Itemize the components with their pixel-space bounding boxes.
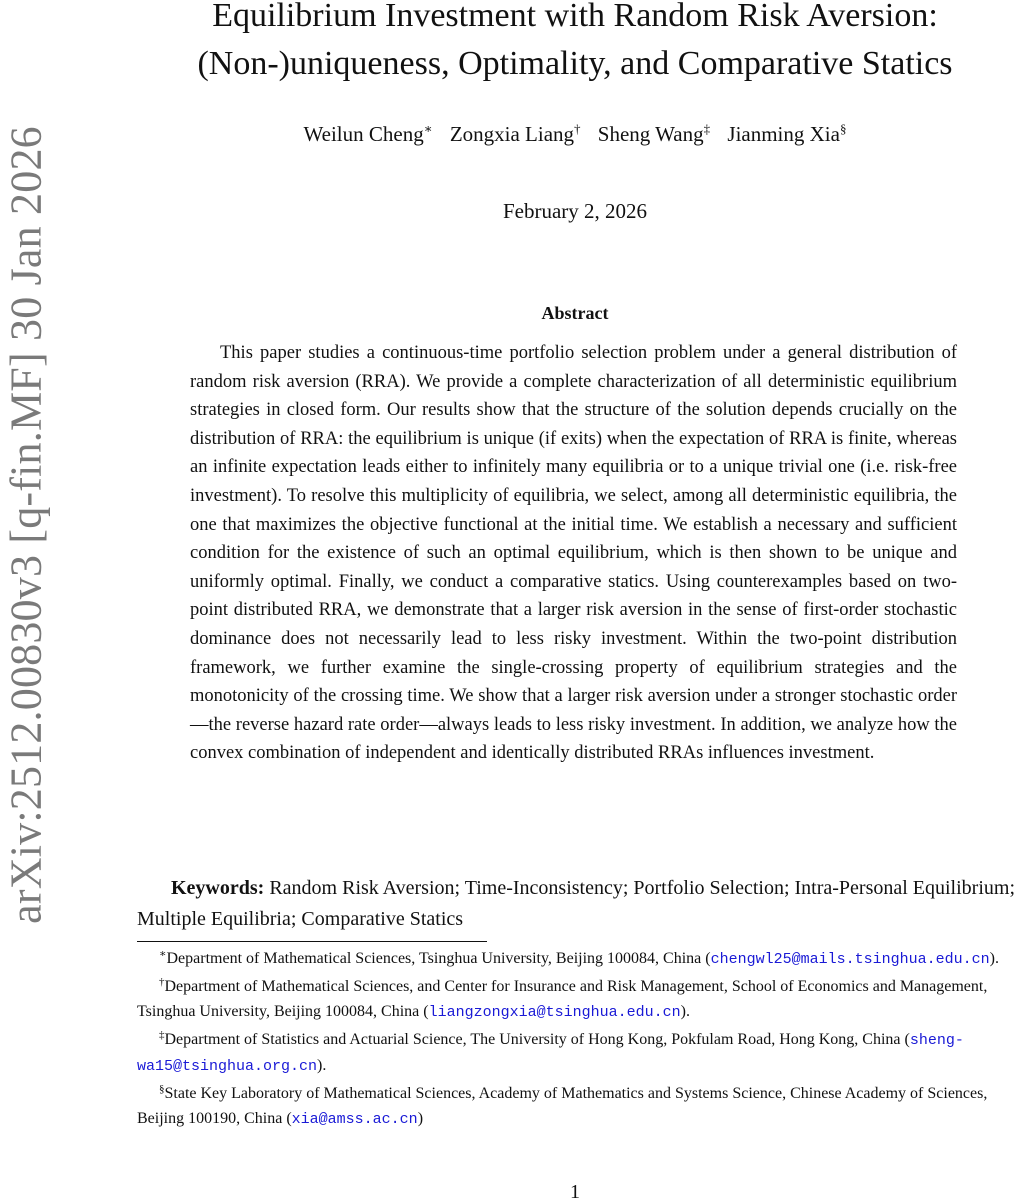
author [304, 122, 433, 146]
footnote-text: Department of Statistics and Actuarial Science, The University of Hong Kong, Pokfulam Road, Hong Kong, China ( [164, 1031, 910, 1048]
author-name: Weilun Cheng [303, 122, 424, 146]
paper-title [100, 0, 1033, 88]
author-name: Jianming Xia [727, 122, 840, 146]
arxiv-sidebar [0, 0, 60, 1200]
email-link[interactable]: sheng-wa15@tsinghua.org.cn [137, 1032, 964, 1075]
footnote [137, 1081, 1011, 1132]
footnote-mark: † [159, 976, 165, 988]
footnote-tail: ). [317, 1057, 327, 1074]
author [450, 122, 581, 146]
footnote [137, 974, 1011, 1025]
author-list [100, 122, 1033, 147]
author [727, 122, 846, 146]
footnote-mark: ∗ [159, 948, 167, 960]
abstract-heading: Abstract [541, 303, 609, 323]
footnote-text: Department of Mathematical Sciences, and Center for Insurance and Risk Management, School of Economics and Management, Tsinghua University, Beijing 100084, China ( [137, 978, 988, 1020]
arxiv-identifier: arXiv:2512.00830v3 [q-fin.MF] 30 Jan 2026 [1, 126, 51, 924]
footnote-text: Department of Mathematical Sciences, Tsinghua University, Beijing 100084, China ( [166, 950, 711, 967]
footnote-mark: § [159, 1083, 165, 1095]
keywords [137, 873, 1033, 935]
footnote [137, 946, 1011, 972]
footnote-text: State Key Laboratory of Mathematical Sciences, Academy of Mathematics and Systems Science, Chinese Academy of Sciences, Beijing 100190, China ( [137, 1085, 988, 1127]
page-number: 1 [570, 1181, 580, 1203]
email-link[interactable]: xia@amss.ac.cn [291, 1111, 418, 1128]
author-name: Sheng Wang [597, 122, 704, 146]
title-line-2: (Non-)uniqueness, Optimality, and Comparative Statics [197, 45, 953, 82]
footnote-tail: ). [680, 1003, 690, 1020]
author-name: Zongxia Liang [449, 122, 575, 146]
footnote [137, 1027, 1011, 1079]
title-line-1: Equilibrium Investment with Random Risk Aversion: [212, 0, 938, 34]
abstract-body: This paper studies a continuous-time portfolio selection problem under a general distribution of random risk aversion (RRA). We provide a complete characterization of all deterministic equilibrium strategies in closed form. Our results show that the structure of the solution depends crucially on the distribution of RRA: the equilibrium is unique (if exits) when the expectation of RRA is finite, whereas an infinite expectation leads either to infinitely many equilibria or to a unique trivial one (i.e. risk-free investment). To resolve this multiplicity of equilibria, we select, among all deterministic equilibria, the one that maximizes the objective functional at the initial time. We establish a necessary and sufficient condition for the existence of such an optimal equilibrium, which is then shown to be unique and uniformly optimal. Finally, we conduct a comparative statics. Using counterexamples based on two-point distributed RRA, we demonstrate that a larger risk aversion in the sense of first-order stochastic dominance does not necessarily lead to less risky investment. Within the two-point distribution framework, we further examine the single-crossing property of equilibrium strategies and the monotonicity of the crossing time. We show that a larger risk aversion under a stronger stochastic order—the reverse hazard rate order—always leads to less risky investment. In addition, we analyze how the convex combination of independent and identically distributed RRAs influences investment. [190, 343, 957, 764]
email-link[interactable]: chengwl25@mails.tsinghua.edu.cn [710, 951, 990, 968]
keywords-label: Keywords: [171, 877, 265, 899]
author-mark: ‡ [703, 121, 711, 136]
author-mark: † [574, 121, 581, 136]
footnotes [137, 946, 1011, 1134]
footnote-tail: ). [989, 950, 999, 967]
author-mark: § [839, 121, 847, 136]
keywords-text: Random Risk Aversion; Time-Inconsistency; Portfolio Selection; Intra-Personal Equilibrium; Multiple Equilibria; Comparative Statics [137, 877, 1016, 930]
author [598, 122, 710, 146]
author-mark: ∗ [423, 121, 433, 136]
email-link[interactable]: liangzongxia@tsinghua.edu.cn [428, 1004, 681, 1021]
footnote-rule [137, 941, 487, 942]
publication-date: February 2, 2026 [502, 199, 648, 223]
footnote-tail: ) [417, 1110, 424, 1127]
footnote-mark: ‡ [159, 1029, 165, 1041]
